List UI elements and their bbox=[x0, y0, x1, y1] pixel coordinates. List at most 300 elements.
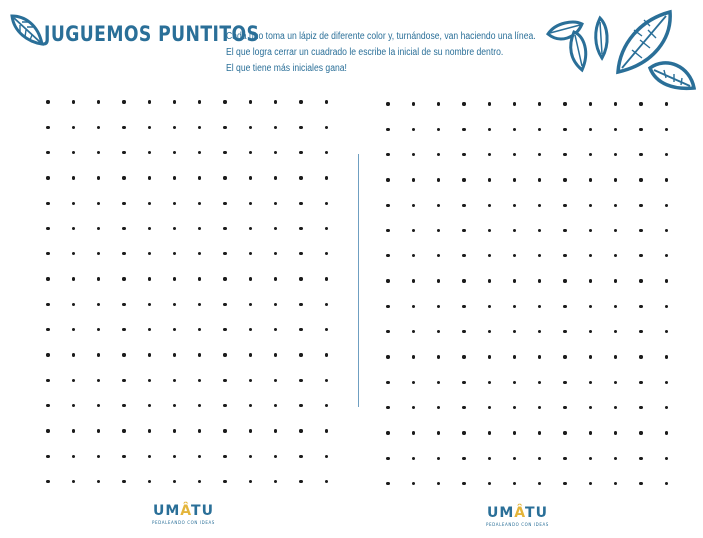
grid-dot[interactable] bbox=[72, 151, 75, 154]
grid-dot[interactable] bbox=[589, 102, 592, 105]
grid-dot[interactable] bbox=[299, 277, 302, 280]
grid-dot[interactable] bbox=[589, 128, 592, 131]
grid-dot[interactable] bbox=[223, 379, 226, 382]
grid-dot[interactable] bbox=[563, 153, 566, 156]
grid-dot[interactable] bbox=[223, 455, 226, 458]
grid-dot[interactable] bbox=[665, 330, 668, 333]
grid-dot[interactable] bbox=[223, 151, 226, 154]
grid-dot[interactable] bbox=[386, 128, 389, 131]
grid-dot[interactable] bbox=[274, 353, 277, 356]
grid-dot[interactable] bbox=[148, 151, 151, 154]
grid-dot[interactable] bbox=[386, 204, 389, 207]
grid-dot[interactable] bbox=[223, 404, 226, 407]
grid-dot[interactable] bbox=[513, 330, 516, 333]
grid-dot[interactable] bbox=[563, 128, 566, 131]
grid-dot[interactable] bbox=[665, 355, 668, 358]
grid-dot[interactable] bbox=[589, 153, 592, 156]
grid-dot[interactable] bbox=[249, 252, 252, 255]
grid-dot[interactable] bbox=[325, 303, 328, 306]
grid-dot[interactable] bbox=[249, 429, 252, 432]
grid-dot[interactable] bbox=[97, 328, 100, 331]
grid-dot[interactable] bbox=[589, 229, 592, 232]
grid-dot[interactable] bbox=[538, 254, 541, 257]
grid-dot[interactable] bbox=[274, 429, 277, 432]
grid-dot[interactable] bbox=[589, 204, 592, 207]
grid-dot[interactable] bbox=[198, 126, 201, 129]
grid-dot[interactable] bbox=[513, 102, 516, 105]
grid-dot[interactable] bbox=[488, 355, 491, 358]
grid-dot[interactable] bbox=[412, 279, 415, 282]
grid-dot[interactable] bbox=[72, 328, 75, 331]
grid-dot[interactable] bbox=[198, 455, 201, 458]
grid-dot[interactable] bbox=[665, 482, 668, 485]
grid-dot[interactable] bbox=[412, 102, 415, 105]
grid-dot[interactable] bbox=[589, 381, 592, 384]
grid-dot[interactable] bbox=[412, 178, 415, 181]
grid-dot[interactable] bbox=[122, 429, 125, 432]
grid-dot[interactable] bbox=[223, 227, 226, 230]
grid-dot[interactable] bbox=[173, 404, 176, 407]
grid-dot[interactable] bbox=[46, 126, 49, 129]
grid-dot[interactable] bbox=[665, 457, 668, 460]
grid-dot[interactable] bbox=[563, 305, 566, 308]
grid-dot[interactable] bbox=[325, 353, 328, 356]
grid-dot[interactable] bbox=[72, 353, 75, 356]
grid-dot[interactable] bbox=[325, 252, 328, 255]
grid-dot[interactable] bbox=[563, 431, 566, 434]
grid-dot[interactable] bbox=[437, 305, 440, 308]
grid-dot[interactable] bbox=[639, 102, 642, 105]
grid-dot[interactable] bbox=[198, 100, 201, 103]
grid-dot[interactable] bbox=[299, 100, 302, 103]
grid-dot[interactable] bbox=[198, 303, 201, 306]
grid-dot[interactable] bbox=[462, 330, 465, 333]
grid-dot[interactable] bbox=[589, 431, 592, 434]
grid-dot[interactable] bbox=[97, 303, 100, 306]
grid-dot[interactable] bbox=[299, 151, 302, 154]
grid-dot[interactable] bbox=[97, 252, 100, 255]
grid-dot[interactable] bbox=[589, 482, 592, 485]
grid-dot[interactable] bbox=[223, 100, 226, 103]
grid-dot[interactable] bbox=[299, 328, 302, 331]
grid-dot[interactable] bbox=[72, 227, 75, 230]
grid-dot[interactable] bbox=[538, 355, 541, 358]
grid-dot[interactable] bbox=[386, 102, 389, 105]
grid-dot[interactable] bbox=[223, 353, 226, 356]
grid-dot[interactable] bbox=[249, 303, 252, 306]
grid-dot[interactable] bbox=[249, 379, 252, 382]
grid-dot[interactable] bbox=[249, 277, 252, 280]
grid-dot[interactable] bbox=[639, 381, 642, 384]
grid-dot[interactable] bbox=[148, 480, 151, 483]
grid-dot[interactable] bbox=[437, 406, 440, 409]
grid-dot[interactable] bbox=[148, 100, 151, 103]
grid-dot[interactable] bbox=[386, 305, 389, 308]
grid-dot[interactable] bbox=[299, 176, 302, 179]
grid-dot[interactable] bbox=[563, 482, 566, 485]
grid-dot[interactable] bbox=[249, 404, 252, 407]
grid-dot[interactable] bbox=[325, 277, 328, 280]
grid-dot[interactable] bbox=[299, 252, 302, 255]
grid-dot[interactable] bbox=[639, 406, 642, 409]
grid-dot[interactable] bbox=[122, 126, 125, 129]
grid-dot[interactable] bbox=[122, 328, 125, 331]
grid-dot[interactable] bbox=[122, 100, 125, 103]
grid-dot[interactable] bbox=[299, 429, 302, 432]
grid-dot[interactable] bbox=[72, 379, 75, 382]
grid-dot[interactable] bbox=[173, 202, 176, 205]
grid-dot[interactable] bbox=[513, 457, 516, 460]
grid-dot[interactable] bbox=[437, 178, 440, 181]
grid-dot[interactable] bbox=[274, 277, 277, 280]
grid-dot[interactable] bbox=[488, 229, 491, 232]
grid-dot[interactable] bbox=[538, 457, 541, 460]
grid-dot[interactable] bbox=[325, 455, 328, 458]
grid-dot[interactable] bbox=[412, 204, 415, 207]
grid-dot[interactable] bbox=[614, 102, 617, 105]
grid-dot[interactable] bbox=[563, 381, 566, 384]
grid-dot[interactable] bbox=[538, 153, 541, 156]
grid-dot[interactable] bbox=[97, 379, 100, 382]
grid-dot[interactable] bbox=[122, 353, 125, 356]
grid-dot[interactable] bbox=[274, 480, 277, 483]
grid-dot[interactable] bbox=[513, 229, 516, 232]
grid-dot[interactable] bbox=[148, 429, 151, 432]
grid-dot[interactable] bbox=[198, 480, 201, 483]
grid-dot[interactable] bbox=[437, 254, 440, 257]
grid-dot[interactable] bbox=[639, 330, 642, 333]
grid-dot[interactable] bbox=[274, 227, 277, 230]
grid-dot[interactable] bbox=[97, 151, 100, 154]
grid-dot[interactable] bbox=[614, 431, 617, 434]
grid-dot[interactable] bbox=[46, 455, 49, 458]
grid-dot[interactable] bbox=[665, 128, 668, 131]
grid-dot[interactable] bbox=[148, 303, 151, 306]
grid-dot[interactable] bbox=[488, 457, 491, 460]
grid-dot[interactable] bbox=[639, 204, 642, 207]
grid-dot[interactable] bbox=[437, 330, 440, 333]
grid-dot[interactable] bbox=[462, 381, 465, 384]
grid-dot[interactable] bbox=[614, 330, 617, 333]
grid-dot[interactable] bbox=[437, 279, 440, 282]
grid-dot[interactable] bbox=[412, 431, 415, 434]
grid-dot[interactable] bbox=[249, 176, 252, 179]
grid-dot[interactable] bbox=[46, 252, 49, 255]
grid-dot[interactable] bbox=[614, 254, 617, 257]
grid-dot[interactable] bbox=[223, 303, 226, 306]
grid-dot[interactable] bbox=[386, 229, 389, 232]
grid-dot[interactable] bbox=[386, 406, 389, 409]
grid-dot[interactable] bbox=[538, 406, 541, 409]
grid-dot[interactable] bbox=[148, 227, 151, 230]
grid-dot[interactable] bbox=[148, 252, 151, 255]
grid-dot[interactable] bbox=[122, 303, 125, 306]
grid-dot[interactable] bbox=[639, 305, 642, 308]
grid-dot[interactable] bbox=[122, 480, 125, 483]
grid-dot[interactable] bbox=[563, 229, 566, 232]
grid-dot[interactable] bbox=[412, 457, 415, 460]
grid-dot[interactable] bbox=[538, 128, 541, 131]
grid-dot[interactable] bbox=[223, 126, 226, 129]
grid-dot[interactable] bbox=[412, 381, 415, 384]
grid-dot[interactable] bbox=[148, 202, 151, 205]
grid-dot[interactable] bbox=[665, 305, 668, 308]
grid-dot[interactable] bbox=[513, 355, 516, 358]
grid-dot[interactable] bbox=[97, 277, 100, 280]
grid-dot[interactable] bbox=[325, 202, 328, 205]
grid-dot[interactable] bbox=[198, 227, 201, 230]
grid-dot[interactable] bbox=[97, 404, 100, 407]
grid-dot[interactable] bbox=[614, 406, 617, 409]
grid-dot[interactable] bbox=[639, 279, 642, 282]
grid-dot[interactable] bbox=[46, 429, 49, 432]
grid-dot[interactable] bbox=[462, 254, 465, 257]
grid-dot[interactable] bbox=[122, 455, 125, 458]
grid-dot[interactable] bbox=[563, 102, 566, 105]
grid-dot[interactable] bbox=[122, 379, 125, 382]
grid-dot[interactable] bbox=[274, 252, 277, 255]
grid-dot[interactable] bbox=[325, 429, 328, 432]
grid-dot[interactable] bbox=[249, 480, 252, 483]
grid-dot[interactable] bbox=[148, 379, 151, 382]
grid-dot[interactable] bbox=[274, 404, 277, 407]
grid-dot[interactable] bbox=[513, 381, 516, 384]
grid-dot[interactable] bbox=[72, 404, 75, 407]
grid-dot[interactable] bbox=[198, 277, 201, 280]
grid-dot[interactable] bbox=[46, 202, 49, 205]
grid-dot[interactable] bbox=[513, 482, 516, 485]
grid-dot[interactable] bbox=[122, 176, 125, 179]
grid-dot[interactable] bbox=[412, 254, 415, 257]
grid-dot[interactable] bbox=[274, 455, 277, 458]
grid-dot[interactable] bbox=[462, 431, 465, 434]
grid-dot[interactable] bbox=[513, 153, 516, 156]
grid-dot[interactable] bbox=[488, 482, 491, 485]
grid-dot[interactable] bbox=[299, 202, 302, 205]
grid-dot[interactable] bbox=[46, 379, 49, 382]
grid-dot[interactable] bbox=[538, 229, 541, 232]
grid-dot[interactable] bbox=[173, 126, 176, 129]
grid-dot[interactable] bbox=[665, 406, 668, 409]
grid-dot[interactable] bbox=[46, 176, 49, 179]
grid-dot[interactable] bbox=[412, 330, 415, 333]
grid-dot[interactable] bbox=[72, 202, 75, 205]
grid-dot[interactable] bbox=[299, 404, 302, 407]
grid-dot[interactable] bbox=[488, 153, 491, 156]
grid-dot[interactable] bbox=[148, 328, 151, 331]
grid-dot[interactable] bbox=[412, 153, 415, 156]
grid-dot[interactable] bbox=[639, 254, 642, 257]
grid-dot[interactable] bbox=[462, 355, 465, 358]
grid-dot[interactable] bbox=[249, 202, 252, 205]
grid-dot[interactable] bbox=[665, 279, 668, 282]
grid-dot[interactable] bbox=[274, 151, 277, 154]
grid-dot[interactable] bbox=[325, 176, 328, 179]
grid-dot[interactable] bbox=[274, 100, 277, 103]
grid-dot[interactable] bbox=[249, 455, 252, 458]
grid-dot[interactable] bbox=[412, 229, 415, 232]
grid-dot[interactable] bbox=[665, 381, 668, 384]
grid-dot[interactable] bbox=[97, 480, 100, 483]
grid-dot[interactable] bbox=[386, 457, 389, 460]
grid-dot[interactable] bbox=[462, 406, 465, 409]
grid-dot[interactable] bbox=[122, 277, 125, 280]
grid-dot[interactable] bbox=[274, 379, 277, 382]
grid-dot[interactable] bbox=[412, 406, 415, 409]
grid-dot[interactable] bbox=[97, 455, 100, 458]
grid-dot[interactable] bbox=[223, 328, 226, 331]
grid-dot[interactable] bbox=[462, 229, 465, 232]
grid-dot[interactable] bbox=[249, 227, 252, 230]
grid-dot[interactable] bbox=[563, 330, 566, 333]
grid-dot[interactable] bbox=[488, 254, 491, 257]
grid-dot[interactable] bbox=[462, 102, 465, 105]
grid-dot[interactable] bbox=[122, 202, 125, 205]
grid-dot[interactable] bbox=[198, 252, 201, 255]
grid-dot[interactable] bbox=[46, 151, 49, 154]
grid-dot[interactable] bbox=[639, 229, 642, 232]
grid-dot[interactable] bbox=[122, 404, 125, 407]
grid-dot[interactable] bbox=[589, 355, 592, 358]
grid-dot[interactable] bbox=[173, 100, 176, 103]
grid-dot[interactable] bbox=[513, 431, 516, 434]
grid-dot[interactable] bbox=[412, 305, 415, 308]
grid-dot[interactable] bbox=[97, 176, 100, 179]
grid-dot[interactable] bbox=[46, 227, 49, 230]
grid-dot[interactable] bbox=[614, 178, 617, 181]
grid-dot[interactable] bbox=[488, 305, 491, 308]
grid-dot[interactable] bbox=[386, 355, 389, 358]
grid-dot[interactable] bbox=[437, 355, 440, 358]
grid-dot[interactable] bbox=[437, 204, 440, 207]
grid-dot[interactable] bbox=[538, 279, 541, 282]
grid-dot[interactable] bbox=[614, 229, 617, 232]
grid-dot[interactable] bbox=[72, 100, 75, 103]
grid-dot[interactable] bbox=[198, 202, 201, 205]
grid-dot[interactable] bbox=[665, 204, 668, 207]
grid-dot[interactable] bbox=[198, 429, 201, 432]
grid-dot[interactable] bbox=[563, 406, 566, 409]
grid-dot[interactable] bbox=[665, 229, 668, 232]
grid-dot[interactable] bbox=[563, 457, 566, 460]
grid-dot[interactable] bbox=[437, 128, 440, 131]
grid-dot[interactable] bbox=[563, 204, 566, 207]
grid-dot[interactable] bbox=[538, 305, 541, 308]
grid-dot[interactable] bbox=[325, 126, 328, 129]
grid-dot[interactable] bbox=[639, 153, 642, 156]
grid-dot[interactable] bbox=[386, 254, 389, 257]
grid-dot[interactable] bbox=[589, 330, 592, 333]
grid-dot[interactable] bbox=[513, 279, 516, 282]
grid-dot[interactable] bbox=[122, 252, 125, 255]
grid-dot[interactable] bbox=[589, 305, 592, 308]
grid-dot[interactable] bbox=[97, 429, 100, 432]
grid-dot[interactable] bbox=[198, 353, 201, 356]
grid-dot[interactable] bbox=[97, 126, 100, 129]
grid-dot[interactable] bbox=[386, 431, 389, 434]
grid-dot[interactable] bbox=[173, 277, 176, 280]
grid-dot[interactable] bbox=[462, 128, 465, 131]
grid-dot[interactable] bbox=[614, 128, 617, 131]
grid-dot[interactable] bbox=[148, 277, 151, 280]
grid-dot[interactable] bbox=[513, 204, 516, 207]
grid-dot[interactable] bbox=[223, 252, 226, 255]
grid-dot[interactable] bbox=[173, 252, 176, 255]
grid-dot[interactable] bbox=[325, 328, 328, 331]
grid-dot[interactable] bbox=[538, 102, 541, 105]
grid-dot[interactable] bbox=[639, 482, 642, 485]
grid-dot[interactable] bbox=[72, 429, 75, 432]
grid-dot[interactable] bbox=[122, 227, 125, 230]
grid-dot[interactable] bbox=[488, 406, 491, 409]
grid-dot[interactable] bbox=[639, 178, 642, 181]
grid-dot[interactable] bbox=[614, 457, 617, 460]
grid-dot[interactable] bbox=[563, 178, 566, 181]
grid-dot[interactable] bbox=[412, 482, 415, 485]
grid-dot[interactable] bbox=[325, 100, 328, 103]
grid-dot[interactable] bbox=[299, 480, 302, 483]
grid-dot[interactable] bbox=[513, 305, 516, 308]
grid-dot[interactable] bbox=[614, 279, 617, 282]
grid-dot[interactable] bbox=[97, 353, 100, 356]
grid-dot[interactable] bbox=[72, 126, 75, 129]
grid-dot[interactable] bbox=[563, 254, 566, 257]
grid-dot[interactable] bbox=[148, 404, 151, 407]
grid-dot[interactable] bbox=[223, 277, 226, 280]
grid-dot[interactable] bbox=[325, 151, 328, 154]
grid-dot[interactable] bbox=[437, 431, 440, 434]
grid-dot[interactable] bbox=[46, 480, 49, 483]
grid-dot[interactable] bbox=[97, 227, 100, 230]
grid-dot[interactable] bbox=[614, 204, 617, 207]
grid-dot[interactable] bbox=[223, 176, 226, 179]
grid-dot[interactable] bbox=[614, 381, 617, 384]
grid-dot[interactable] bbox=[299, 379, 302, 382]
grid-dot[interactable] bbox=[299, 227, 302, 230]
grid-dot[interactable] bbox=[437, 102, 440, 105]
grid-dot[interactable] bbox=[488, 102, 491, 105]
grid-dot[interactable] bbox=[198, 328, 201, 331]
grid-dot[interactable] bbox=[249, 126, 252, 129]
grid-dot[interactable] bbox=[72, 252, 75, 255]
grid-dot[interactable] bbox=[639, 355, 642, 358]
grid-dot[interactable] bbox=[386, 153, 389, 156]
grid-dot[interactable] bbox=[325, 379, 328, 382]
grid-dot[interactable] bbox=[173, 455, 176, 458]
grid-dot[interactable] bbox=[299, 126, 302, 129]
grid-dot[interactable] bbox=[325, 227, 328, 230]
grid-dot[interactable] bbox=[462, 204, 465, 207]
grid-dot[interactable] bbox=[386, 178, 389, 181]
grid-dot[interactable] bbox=[639, 457, 642, 460]
grid-dot[interactable] bbox=[488, 330, 491, 333]
grid-dot[interactable] bbox=[538, 178, 541, 181]
grid-dot[interactable] bbox=[639, 431, 642, 434]
grid-dot[interactable] bbox=[148, 126, 151, 129]
grid-dot[interactable] bbox=[665, 254, 668, 257]
grid-dot[interactable] bbox=[462, 482, 465, 485]
grid-dot[interactable] bbox=[488, 178, 491, 181]
grid-dot[interactable] bbox=[563, 279, 566, 282]
grid-dot[interactable] bbox=[173, 353, 176, 356]
grid-dot[interactable] bbox=[173, 176, 176, 179]
grid-dot[interactable] bbox=[488, 431, 491, 434]
grid-dot[interactable] bbox=[72, 480, 75, 483]
grid-dot[interactable] bbox=[665, 431, 668, 434]
grid-dot[interactable] bbox=[665, 178, 668, 181]
grid-dot[interactable] bbox=[639, 128, 642, 131]
grid-dot[interactable] bbox=[299, 353, 302, 356]
